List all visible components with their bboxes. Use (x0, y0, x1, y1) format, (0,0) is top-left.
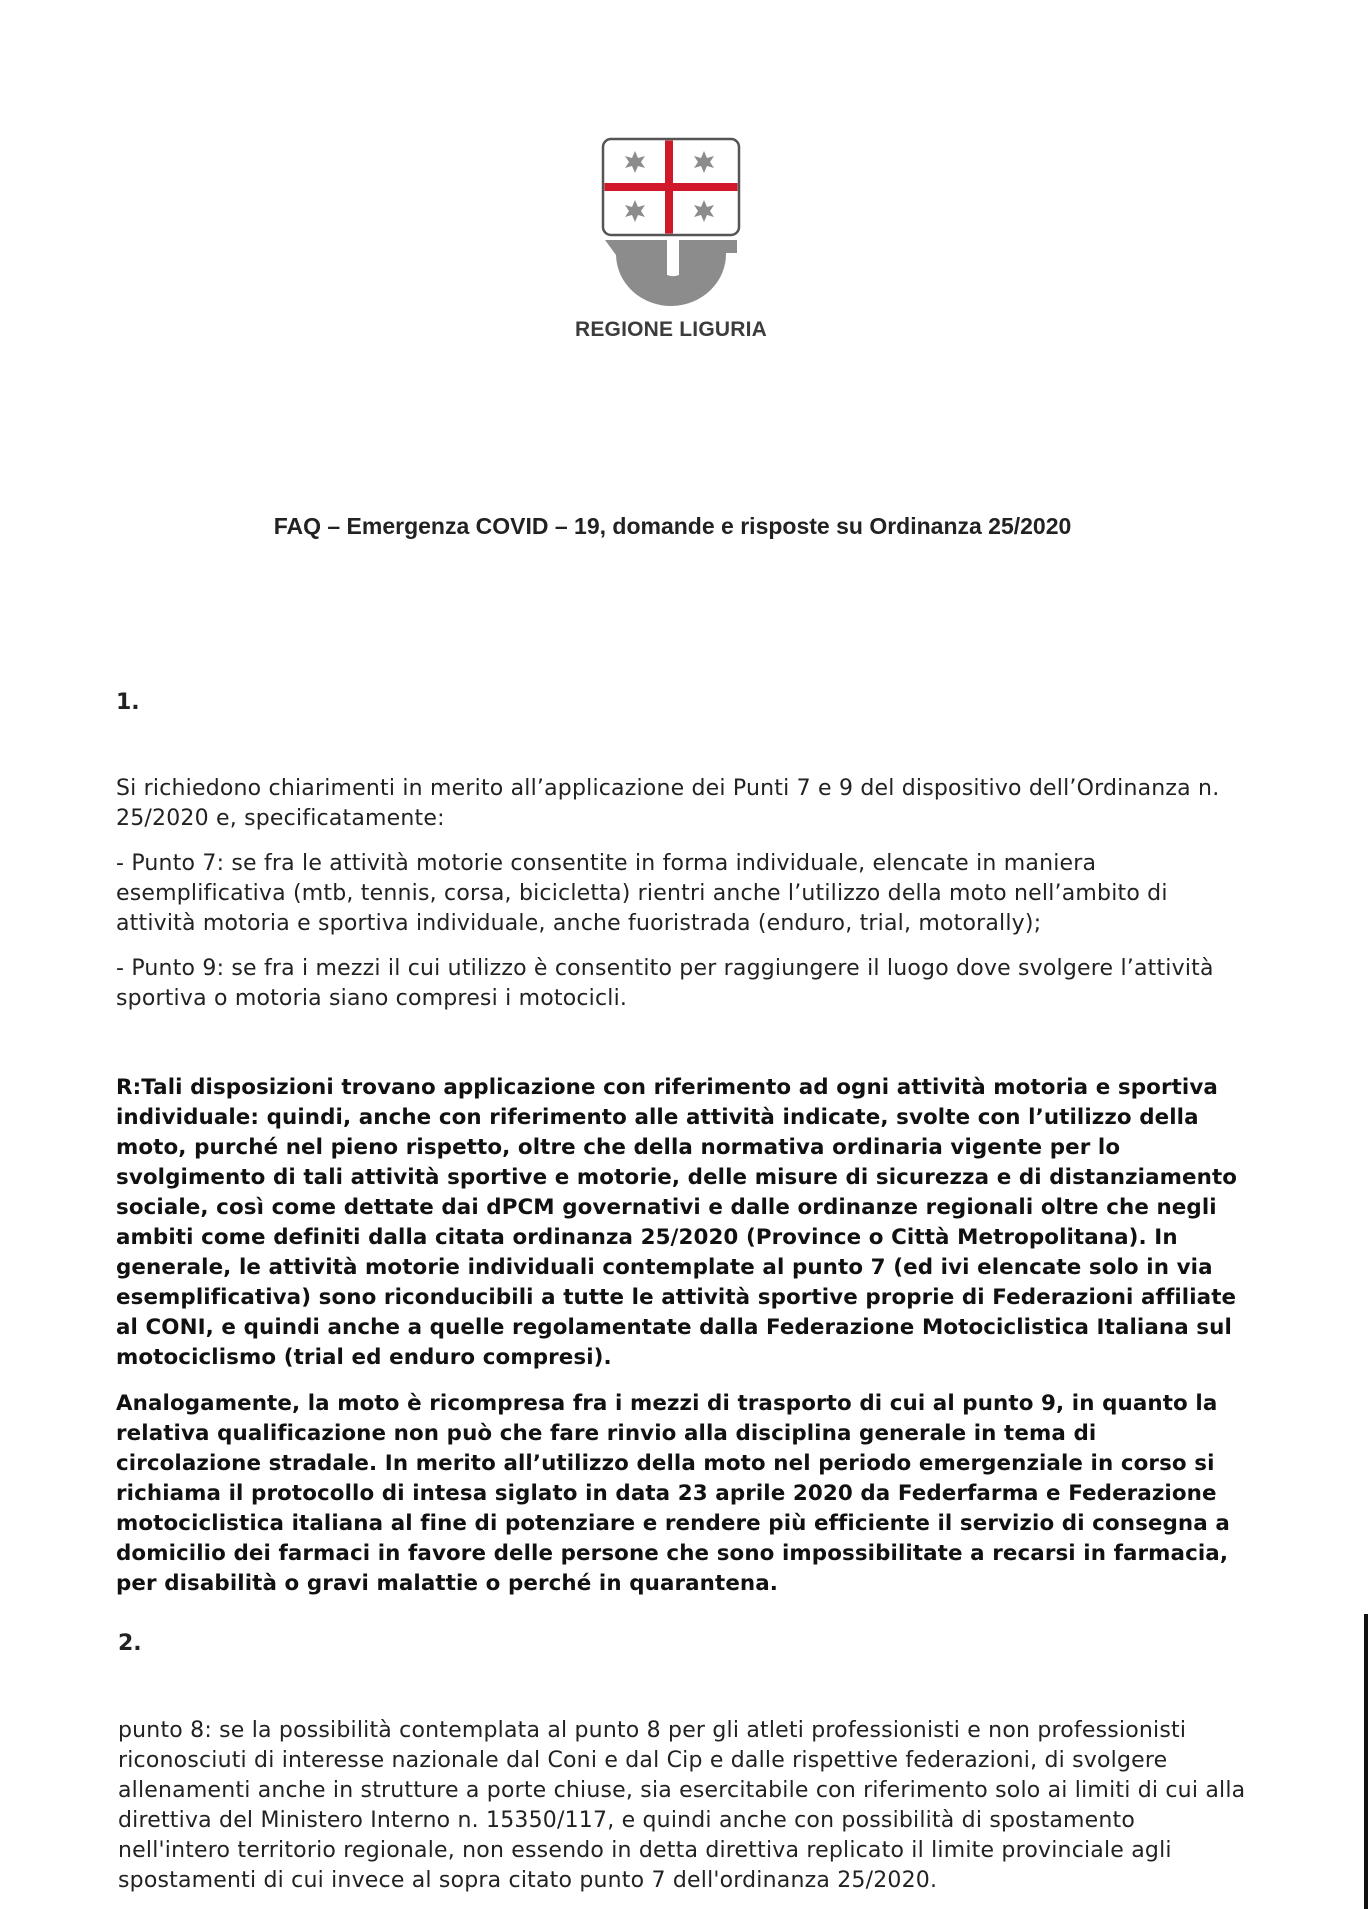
faq-question-paragraph: - Punto 7: se fra le attività motorie consentite in forma individuale, elencate in maniera esemplificativa (mtb, tennis, corsa, bicicletta) rientri anche l’utilizzo della moto nell’ambito di attività motoria e sportiva individuale, anche fuoristrada (enduro, trial, motorally); (116, 851, 1168, 936)
arc-icon (605, 240, 737, 306)
shield-icon (603, 139, 739, 235)
page-title: FAQ – Emergenza COVID – 19, domande e risposte su Ordinanza 25/2020 (273, 513, 1072, 539)
page-edge-bar (1364, 1614, 1368, 1909)
org-name: REGIONE LIGURIA (574, 318, 767, 341)
faq-number: 2. (118, 1631, 142, 1656)
faq-answer-paragraph: R:Tali disposizioni trovano applicazione con riferimento ad ogni attività motoria e sportiva individuale: quindi, anche con riferimento alle attività indicate, svolte con l’utilizzo della moto, purché nel pieno rispetto, oltre che della normativa ordinaria vigente per lo svolgimento di tali attività sportive e motorie, delle misure di sicurezza e di distanziamento sociale, così come dettate dai dPCM governativi e dalle ordinanze regionali oltre che negli ambiti come definiti dalla citata ordinanza 25/2020 (Province o Città Metropolitana). In generale, le attività motorie individuali contemplate al punto 7 (ed ivi elencate solo in via esemplificativa) sono riconducibili a tutte le attività sportive proprie di Federazioni affiliate al CONI, e quindi anche a quelle regolamentate dalla Federazione Motociclistica Italiana sul motociclismo (trial ed enduro compresi). (116, 1075, 1238, 1370)
faq-number: 1. (116, 690, 140, 715)
faq-question-paragraph: punto 8: se la possibilità contemplata al punto 8 per gli atleti professionisti e non professionisti riconosciuti di interesse nazionale dal Coni e dal Cip e dalle rispettive federazioni, di svolgere allenamenti anche in strutture a porte chiuse, sia esercitabile con riferimento solo ai limiti di cui alla direttiva del Ministero Interno n. 15350/117, e quindi anche con possibilità di spostamento nell'intero territorio regionale, non essendo in detta direttiva replicato il limite provinciale agli spostamenti di cui invece al sopra citato punto 7 dell'ordinanza 25/2020. (118, 1718, 1246, 1893)
faq-answer-paragraph: Analogamente, la moto è ricompresa fra i mezzi di trasporto di cui al punto 9, in quanto la relativa qualificazione non può che fare rinvio alla disciplina generale in tema di circolazione stradale. In merito all’utilizzo della moto nel periodo emergenziale in corso si richiama il protocollo di intesa siglato in data 23 aprile 2020 da Federfarma e Federazione motociclistica italiana al fine di potenziare e rendere più efficiente il servizio di consegna a domicilio dei farmaci in favore delle persone che sono impossibilitate a recarsi in farmacia, per disabilità o gravi malattie o perché in quarantena. (116, 1391, 1230, 1596)
regione-liguria-logo-icon (601, 137, 741, 307)
faq-question-paragraph: - Punto 9: se fra i mezzi il cui utilizzo è consentito per raggiungere il luogo dove svolgere l’attività sportiva o motoria siano compresi i motocicli. (116, 956, 1214, 1011)
faq-question-paragraph: Si richiedono chiarimenti in merito all’applicazione dei Punti 7 e 9 del dispositivo dell’Ordinanza n. 25/2020 e, specificatamente: (116, 776, 1220, 831)
